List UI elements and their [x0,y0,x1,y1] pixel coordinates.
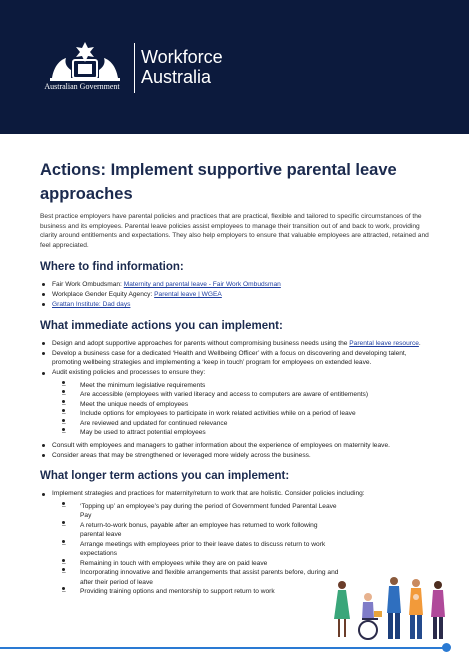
list-item: Develop a business case for a dedicated ‘Health and Wellbeing Officer’ with a focus on discovering and developing talent, promoting wellbeing strategies and implementing a ‘keep in touch’ program for employees on extended leave. [40,349,435,368]
footer-rule [0,647,445,649]
list-item: Design and adopt supportive approaches for parents without compromising business needs using the Parental leave resource. [40,339,435,349]
immediate-list [40,339,435,461]
government-name: Australian Government [44,82,120,91]
list-item: Consider areas that may be strengthened or leveraged more widely across the business. [40,451,435,461]
policies-sublist [40,502,340,597]
brand-line-2: Australia [141,67,212,87]
list-item [40,300,435,310]
brand-logo [141,47,223,87]
sub-list-item: – Meet the minimum legislative requirements [40,381,435,391]
sub-list-item: – Arrange meetings with employees prior to their leave dates to discuss return to work expectations [40,540,340,559]
document-body [40,158,435,605]
parental-leave-resource-link[interactable]: Parental leave resource [349,339,419,347]
sub-list-item: – Are reviewed and updated for continued relevance [40,419,435,429]
page-header [0,0,469,134]
footer-dot [442,643,451,652]
list-item: Workplace Gender Equity Agency: Parental leave | WGEA [40,290,435,300]
where-list [40,280,435,310]
list-item: Audit existing policies and processes to ensure they: – Meet the minimum legislative requirements – Are accessible (employees with varied literacy and access to computers are aware of entitlements) – Meet the unique needs of employees – Include options for employees to participate in work related activities while on a period of leave – Are reviewed and updated for continued relevance – May be used to attract potential employees [40,368,435,438]
list-item: Fair Work Ombudsman: Maternity and parental leave - Fair Work Ombudsman [40,280,435,290]
wgea-link[interactable]: Parental leave | WGEA [154,291,222,299]
audit-sublist [40,381,435,438]
longer-heading: What longer term actions you can implement: [40,470,290,483]
sub-list-item: – Meet the unique needs of employees [40,400,435,410]
people-illustration [330,575,448,641]
brand-line-1: Workforce [141,47,223,67]
intro-paragraph: Best practice employers have parental policies and practices that are practical, flexible and tailored to specific circumstances of the business and its employees. Parental leave policies assist employees to manage their transition out of and back to work, providing clarity around entitlements and expectations. They also help employers to ensure that valuable employees are attracted, retained and feel appreciated. [40,213,429,249]
where-heading: Where to find information: [40,261,184,273]
fair-work-link[interactable]: Maternity and parental leave - Fair Work Ombudsman [123,281,281,288]
immediate-heading: What immediate actions you can implement: [40,319,283,332]
sub-list-item: – Are accessible (employees with varied literacy and access to computers are aware of entitlements) [40,390,435,400]
header-divider [134,43,135,93]
grattan-link[interactable]: Grattan Institute: Dad days [52,301,131,309]
sub-list-item: – Providing training options and mentorship to support return to work [40,587,340,597]
page-title: Actions: Implement supportive parental leave approaches [40,161,397,203]
sub-list-item: – ‘Topping up’ an employee’s pay during the period of Government funded Parental Leave Pay [40,502,340,521]
sub-list-item: – A return-to-work bonus, payable after an employee has returned to work following parental leave [40,521,340,540]
sub-list-item: – Incorporating innovative and flexible arrangements that assist parents before, during and after their period of leave [40,568,340,587]
list-item: Implement strategies and practices for maternity/return to work that are holistic. Consider policies including: – ‘Topping up’ an employee’s pay during the period of Government funded Parental Leave Pay – A return-to-work bonus, payable after an employee has returned to work following parental leave – Arrange meetings with employees prior to their leave dates to discuss return to work expectations – Remaining in touch with employees while they are on paid leave – Incorporating innovative and flexible arrangements that assist parents before, during and after their period of leave – Providing training options and mentorship to support return to work [40,489,435,597]
coat-of-arms-icon [40,38,130,88]
sub-list-item: – May be used to attract potential employees [40,428,435,438]
list-item: Consult with employees and managers to gather information about the experience of employees on maternity leave. [40,441,435,451]
sub-list-item: – Include options for employees to participate in work related activities while on a period of leave [40,409,435,419]
sub-list-item: – Remaining in touch with employees while they are on paid leave [40,559,340,569]
